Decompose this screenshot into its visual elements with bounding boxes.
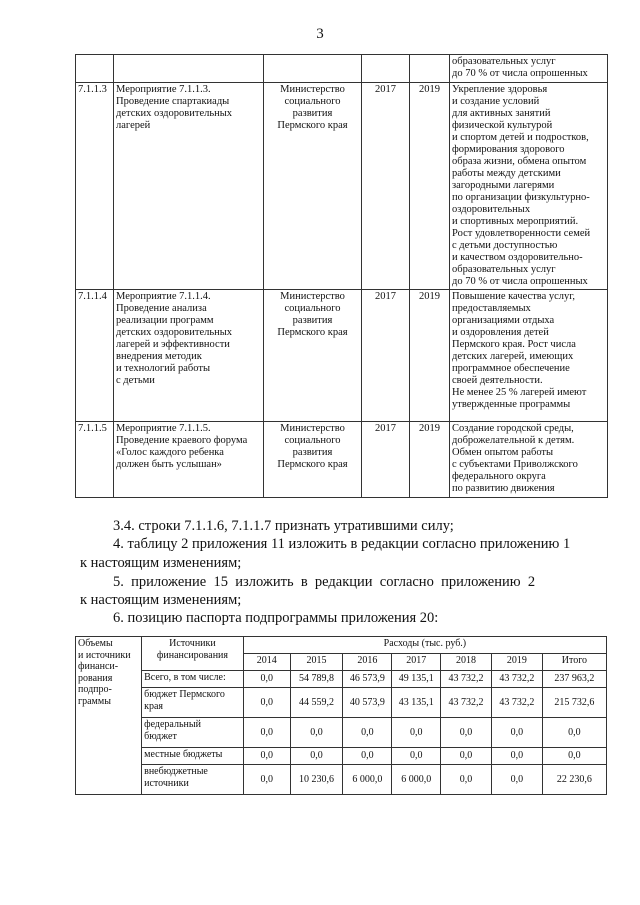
source-name [142,748,244,765]
value-cell: 44 559,2 [290,688,343,718]
text-line: предоставляемых [452,303,531,314]
value-cell: 0,0 [290,718,343,748]
value-cell: 6 000,0 [343,765,392,795]
text-line: по развитию движения [452,483,555,494]
text-line: Проведение спартакиады [116,96,230,107]
value-cell: 0,0 [343,748,392,765]
header-row [76,637,607,654]
text-line: детских лагерей, имеющих [452,351,574,362]
text-line: детских оздоровительных [116,108,233,119]
text-line: развития [292,108,333,119]
text-line: Министерство [280,423,345,434]
value-cell: 46 573,9 [343,671,392,688]
text-line: Рост удовлетворенности семей [452,228,591,239]
text-line: Всего, в том числе: [144,672,226,683]
text-line: Пермского края. Рост числа [452,339,576,350]
total-cell: 0,0 [542,748,606,765]
source-name [142,671,244,688]
value-cell: 0,0 [243,765,290,795]
text-line: детских оздоровительных [116,327,233,338]
text-line: до 70 % от числа опрошенных [452,68,588,79]
text-line: своей деятельности. [452,375,543,386]
year-header: 2017 [392,654,441,671]
text-line: физической культурой [452,120,553,131]
value-cell: 0,0 [441,718,492,748]
value-cell: 43 732,2 [441,688,492,718]
value-cell: 43 732,2 [491,671,542,688]
table-row [76,83,608,290]
end-year: 2019 [410,83,450,290]
text-line: источники [144,777,189,789]
text-line: образа жизни, обмена опытом [452,156,587,167]
table-row [76,290,608,422]
year-header: 2015 [290,654,343,671]
value-cell: 0,0 [441,748,492,765]
value-cell: 0,0 [243,688,290,718]
total-header: Итого [542,654,606,671]
text-line: организациями отдыха [452,315,555,326]
text-line: Мероприятие 7.1.1.5. [116,423,211,434]
text-line: программное обеспечение [452,363,570,374]
text-line: федеральный [144,719,201,730]
funding-table [75,636,607,795]
text-line: финанси- [78,661,119,672]
value-cell: 43 135,1 [392,688,441,718]
total-cell: 215 732,6 [542,688,606,718]
text-line: с детьми [116,375,155,386]
value-cell: 54 789,8 [290,671,343,688]
paragraph-5-line2: к настоящим изменениям; [80,592,242,608]
value-cell: 10 230,6 [290,765,343,795]
text-line: внебюджетные [144,766,208,777]
start-year: 2017 [362,290,410,422]
text-line: внедрения методик [116,351,202,362]
subprogram-label [76,637,142,795]
value-cell: 6 000,0 [392,765,441,795]
text-line: и технологий работы [116,363,211,374]
text-line: бюджет [144,730,177,742]
text-line: социального [284,96,341,107]
text-line: лагерей и эффективности [116,339,230,350]
source-name [142,765,244,795]
text-line: социального [284,435,341,446]
paragraph-5-line1: 5. приложение 15 изложить в редакции согласно приложению 2 [113,574,536,590]
text-line: и качеством оздоровительно- [452,252,583,263]
value-cell: 0,0 [392,748,441,765]
value-cell: 0,0 [290,748,343,765]
paragraph-4-line1: 4. таблицу 2 приложения 11 изложить в редакции согласно приложению 1 [113,536,571,552]
value-cell: 0,0 [441,765,492,795]
event-cell [114,422,264,498]
value-cell: 0,0 [343,718,392,748]
paragraph-4-line2: к настоящим изменениям; [80,555,242,571]
year-header: 2016 [343,654,392,671]
row-code: 7.1.1.5 [76,422,114,498]
value-cell: 0,0 [243,748,290,765]
value-cell: 0,0 [243,718,290,748]
text-line: образовательных услуг [452,56,556,67]
total-cell: 0,0 [542,718,606,748]
text-line: для активных занятий [452,108,551,119]
expenses-header: Расходы (тыс. руб.) [243,637,606,654]
text-line: финансирования [156,649,228,661]
table-row [76,765,607,795]
result-cell [450,55,608,83]
text-line: местные бюджеты [144,749,223,760]
year-header: 2014 [243,654,290,671]
text-line: рования [78,672,113,684]
text-line: по организации физкультурно- [452,192,590,203]
event-cell [114,83,264,290]
text-line: «Голос каждого ребенка [116,447,224,458]
text-line: работы между детскими [452,168,561,179]
text-line: Мероприятие 7.1.1.4. [116,291,211,302]
text-line: реализации программ [116,315,214,326]
text-line: с детьми доступностью [452,240,558,251]
source-name [142,718,244,748]
result-cell [450,422,608,498]
end-year: 2019 [410,290,450,422]
row-code: 7.1.1.4 [76,290,114,422]
text-line: формирования здорового [452,144,565,155]
text-line: Проведение краевого форума [116,435,248,446]
continuation-row [76,55,608,83]
text-line: края [144,700,164,712]
value-cell: 43 732,2 [441,671,492,688]
text-line: Не менее 25 % лагерей имеют [452,387,587,398]
row-code: 7.1.1.3 [76,83,114,290]
text-line: утвержденные программы [452,399,571,410]
value-cell: 0,0 [491,765,542,795]
paragraph-3-4: 3.4. строки 7.1.1.6, 7.1.1.7 признать утратившими силу; [113,518,454,534]
year-header: 2019 [491,654,542,671]
table-row [76,748,607,765]
text-line: Мероприятие 7.1.1.3. [116,84,211,95]
text-line: должен быть услышан» [116,459,222,470]
text-line: лагерей [116,120,151,131]
text-line: Повышение качества услуг, [452,291,576,302]
text-line: федерального округа [452,471,546,482]
executor-cell [264,83,362,290]
page-number: 3 [316,26,324,42]
value-cell: 49 135,1 [392,671,441,688]
paragraph-6: 6. позицию паспорта подпрограммы приложения 20: [113,610,439,626]
text-line: доброжелательной к детям. [452,435,575,446]
start-year: 2017 [362,83,410,290]
text-line: развития [292,447,333,458]
text-line: Министерство [280,84,345,95]
result-cell [450,290,608,422]
value-cell: 43 732,2 [491,688,542,718]
text-line: и оздоровления детей [452,327,549,338]
table-row [76,688,607,718]
text-line: подпро- [78,684,112,695]
executor-cell [264,290,362,422]
table-row [76,671,607,688]
text-line: Пермского края [277,327,348,338]
text-line: образовательных услуг [452,264,556,275]
text-line: Укрепление здоровья [452,84,548,95]
text-line: до 70 % от числа опрошенных [452,276,588,287]
text-line: Создание городской среды, [452,423,574,434]
text-line: граммы [78,695,111,707]
text-line: Обмен опытом работы [452,447,554,458]
text-line: Пермского края [277,120,348,131]
start-year: 2017 [362,422,410,498]
executor-cell [264,422,362,498]
value-cell: 0,0 [491,748,542,765]
text-line: развития [292,315,333,326]
text-line: Министерство [280,291,345,302]
value-cell: 40 573,9 [343,688,392,718]
end-year: 2019 [410,422,450,498]
value-cell: 0,0 [392,718,441,748]
table-row [76,718,607,748]
text-line: и спортивных мероприятий. [452,216,579,227]
total-cell: 22 230,6 [542,765,606,795]
text-line: Источники [169,638,216,649]
event-cell [114,290,264,422]
text-line: и источники [78,649,131,661]
text-line: Пермского края [277,459,348,470]
text-line: социального [284,303,341,314]
text-line: и спортом детей и подростков, [452,132,589,143]
text-line: загородными лагерями [452,180,555,191]
text-line: и создание условий [452,96,540,107]
table-row [76,422,608,498]
text-line: Объемы [78,638,113,649]
year-header: 2018 [441,654,492,671]
text-line: оздоровительных [452,204,531,215]
source-name [142,688,244,718]
events-table [75,54,608,498]
total-cell: 237 963,2 [542,671,606,688]
value-cell: 0,0 [491,718,542,748]
text-line: с субъектами Приволжского [452,459,578,470]
text-line: бюджет Пермского [144,689,225,700]
sources-header [142,637,244,671]
value-cell: 0,0 [243,671,290,688]
text-line: Проведение анализа [116,303,207,314]
result-cell [450,83,608,290]
